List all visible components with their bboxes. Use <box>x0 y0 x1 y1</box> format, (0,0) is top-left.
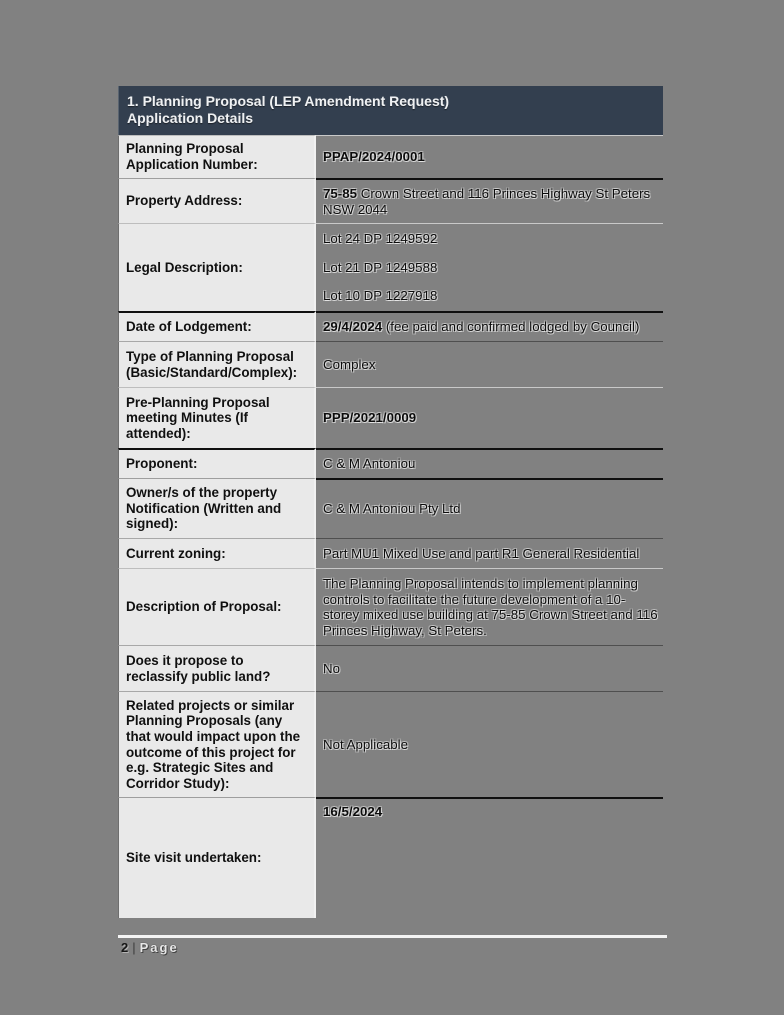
row-value <box>316 223 663 311</box>
row-label: Related projects or similar Planning Proposals (any that would impact upon the outcome of this project for e.g. Strategic Sites and Corridor Study): <box>118 691 316 797</box>
row-label: Type of Planning Proposal (Basic/Standard/Complex): <box>118 341 316 387</box>
section-header-line2: Application Details <box>127 110 254 126</box>
row-label: Site visit undertaken: <box>118 797 316 918</box>
row-value: Complex <box>316 341 663 387</box>
table-row-application-number <box>118 135 663 178</box>
legal-lot-1: Lot 24 DP 1249592 <box>323 231 438 247</box>
row-label: Does it propose to reclassify public land? <box>118 645 316 691</box>
section-header <box>118 86 663 135</box>
table-row-date-of-lodgement <box>118 311 663 341</box>
row-label: Owner/s of the property Notification (Written and signed): <box>118 478 316 538</box>
table-row-current-zoning <box>118 538 663 568</box>
table-row-proposal-type <box>118 341 663 387</box>
row-label: Property Address: <box>118 178 316 223</box>
row-value: C & M Antoniou Pty Ltd <box>316 478 663 538</box>
page-footer <box>121 940 179 955</box>
table-row-reclassify-land <box>118 645 663 691</box>
table-row-owners <box>118 478 663 538</box>
row-label: Planning Proposal Application Number: <box>118 135 316 178</box>
footer-page-label: Page <box>139 940 179 955</box>
row-value: 29/4/2024 (fee paid and confirmed lodged by Council) <box>316 311 663 341</box>
footer-separator: | <box>132 940 136 955</box>
row-label: Proponent: <box>118 448 316 478</box>
row-label: Date of Lodgement: <box>118 311 316 341</box>
row-value: 16/5/2024 <box>316 797 663 918</box>
row-label: Pre-Planning Proposal meeting Minutes (If attended): <box>118 387 316 448</box>
row-value: 75-85 Crown Street and 116 Princes Highway St Peters NSW 2044 <box>316 178 663 223</box>
table-row-legal-description <box>118 223 663 311</box>
row-value: No <box>316 645 663 691</box>
row-value: PPP/2021/0009 <box>316 387 663 448</box>
table-row-related-projects <box>118 691 663 797</box>
row-value: C & M Antoniou <box>316 448 663 478</box>
row-label: Legal Description: <box>118 223 316 311</box>
row-value: Not Applicable <box>316 691 663 797</box>
page-number: 2 <box>121 940 129 955</box>
table-row-pre-planning-minutes <box>118 387 663 448</box>
table-row-property-address <box>118 178 663 223</box>
row-label: Current zoning: <box>118 538 316 568</box>
table-row-description <box>118 568 663 645</box>
footer-divider <box>118 935 667 938</box>
section-header-line1: 1. Planning Proposal (LEP Amendment Request) <box>127 93 450 109</box>
legal-lot-3: Lot 10 DP 1227918 <box>323 288 438 304</box>
row-value: PPAP/2024/0001 <box>316 135 663 178</box>
table-row-site-visit <box>118 797 663 918</box>
table-row-proponent <box>118 448 663 478</box>
row-value: The Planning Proposal intends to implement planning controls to facilitate the future development of a 10-storey mixed use building at 75-85 Crown Street and 116 Princes Highway, St Peters. <box>316 568 663 645</box>
row-value: Part MU1 Mixed Use and part R1 General Residential <box>316 538 663 568</box>
row-label: Description of Proposal: <box>118 568 316 645</box>
legal-lot-2: Lot 21 DP 1249588 <box>323 259 438 275</box>
planning-proposal-table <box>118 86 663 918</box>
